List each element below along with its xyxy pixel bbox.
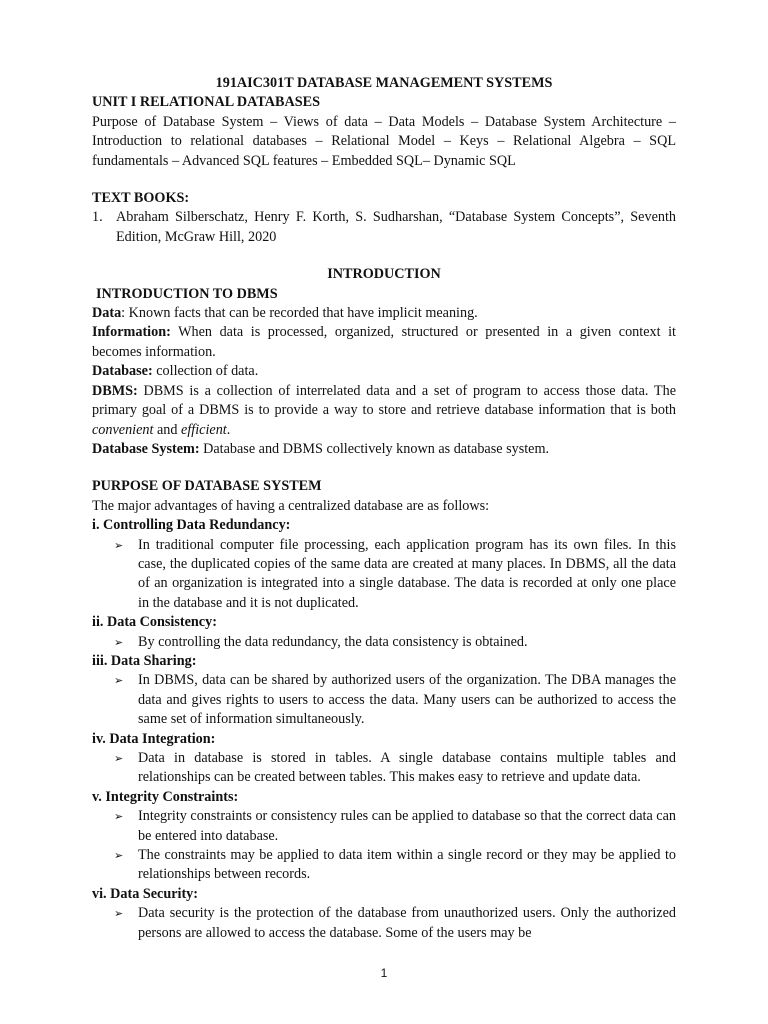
section-title: v. Integrity Constraints: — [92, 788, 239, 805]
textbook-item — [92, 208, 676, 247]
list-item — [114, 846, 676, 885]
arrow-bullet-icon: ➢ — [114, 674, 124, 688]
list-item — [114, 904, 676, 943]
list-item — [114, 671, 676, 729]
definition-term: Information: — [92, 324, 171, 341]
definition-data: Data: Known facts that can be recorded that have implicit meaning. — [92, 305, 478, 322]
bullet-text: The constraints may be applied to data item within a single record or they may be applied to relationships between records. — [138, 847, 676, 883]
introduction-subtitle: INTRODUCTION TO DBMS — [96, 285, 278, 302]
definition-information — [92, 323, 676, 362]
definition-text: Known facts that can be recorded that have implicit meaning. — [128, 305, 478, 322]
list-item — [114, 807, 676, 846]
arrow-bullet-icon: ➢ — [114, 538, 124, 552]
bullet-text: Data security is the protection of the database from unauthorized users. Only the authorized persons are allowed to access the database. Some of the users may be — [138, 905, 676, 941]
definition-term: Database: — [92, 363, 153, 380]
section-title: i. Controlling Data Redundancy: — [92, 517, 291, 534]
definition-text: When data is processed, organized, structured or presented in a given context it becomes information. — [92, 324, 676, 360]
bullet-text: In DBMS, data can be shared by authorized users of the organization. The DBA manages the data and gives rights to users to access the data. Many users can be authorized to access the same set of information simultaneously. — [138, 672, 676, 728]
list-item — [114, 633, 676, 652]
definition-text: Database and DBMS collectively known as database system. — [203, 440, 550, 457]
bullet-text: Data in database is stored in tables. A single database contains multiple tables and relationships can be created between tables. This makes easy to retrieve and update data. — [138, 750, 676, 786]
definition-term: Data — [92, 305, 122, 322]
definition-text: DBMS is a collection of interrelated data and a set of program to access those data. The primary goal of a DBMS is to provide a way to store and retrieve database information that is both — [92, 382, 676, 419]
arrow-bullet-icon: ➢ — [114, 635, 124, 649]
bullet-text: By controlling the data redundancy, the data consistency is obtained. — [138, 633, 528, 650]
textbook-number: 1. — [92, 209, 103, 226]
document-page — [92, 74, 676, 943]
syllabus-text: Purpose of Database System – Views of data – Data Models – Database System Architecture – Introduction to relational databases – Relational Model – Keys – Relational Algebra – SQL fundamentals – Advanced SQL features – Embedded SQL– Dynamic SQL — [92, 113, 676, 169]
list-item — [114, 749, 676, 788]
definition-dbms: DBMS: DBMS is a collection of interrelated data and a set of program to access those data. The primary goal of a DBMS is to provide a way to store and retrieve database information that is both convenient and efficient. — [92, 382, 676, 438]
purpose-intro: The major advantages of having a centralized database are as follows: — [92, 497, 490, 514]
definition-term: DBMS: — [92, 382, 138, 399]
textbooks-heading: TEXT BOOKS: — [92, 190, 190, 207]
arrow-bullet-icon: ➢ — [114, 752, 124, 765]
definition-database-system — [92, 440, 676, 459]
arrow-bullet-icon: ➢ — [114, 849, 124, 863]
section-title: iv. Data Integration: — [92, 730, 216, 747]
purpose-heading: PURPOSE OF DATABASE SYSTEM — [92, 478, 322, 495]
section-title: ii. Data Consistency: — [92, 614, 217, 631]
course-title: 191AIC301T DATABASE MANAGEMENT SYSTEMS — [215, 75, 553, 91]
definition-term: Database System: — [92, 440, 200, 457]
definition-database — [92, 362, 676, 381]
page-number: 1 — [380, 966, 388, 980]
list-item — [114, 536, 676, 614]
section-title: vi. Data Security: — [92, 885, 198, 902]
textbook-text: Abraham Silberschatz, Henry F. Korth, S. Sudharshan, “Database System Concepts”, Seventh Edition, McGraw Hill, 2020 — [116, 209, 676, 245]
section-title: iii. Data Sharing: — [92, 652, 197, 669]
emphasis-efficient: efficient — [181, 421, 227, 438]
introduction-title: INTRODUCTION — [327, 266, 441, 283]
bullet-text: In traditional computer file processing, each application program has its own files. In this case, the duplicated copies of the same data are created at many places. In DBMS, all the data of an organization is integrated into a single database. The data is recorded at only one place in the database and it is not duplicated. — [138, 536, 676, 611]
unit-title: UNIT I RELATIONAL DATABASES — [92, 94, 320, 111]
bullet-text: Integrity constraints or consistency rules can be applied to database so that the correct data can be entered into database. — [138, 808, 676, 844]
arrow-bullet-icon: ➢ — [114, 810, 124, 824]
emphasis-convenient: convenient — [92, 421, 154, 438]
definition-text: collection of data. — [156, 363, 259, 380]
arrow-bullet-icon: ➢ — [114, 907, 124, 921]
